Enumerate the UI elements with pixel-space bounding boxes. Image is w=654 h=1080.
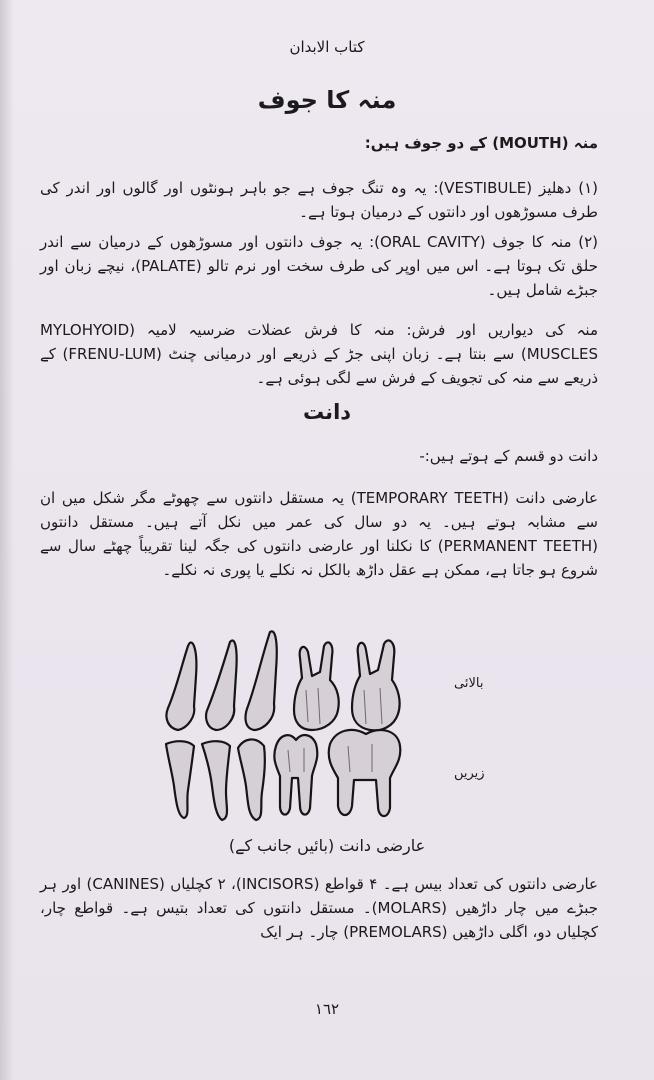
- upper-lateral-incisor: [206, 640, 237, 730]
- page-number: ١٦٢: [314, 1000, 340, 1018]
- lower-second-molar: [329, 730, 401, 816]
- teeth-section-title: دانت: [302, 400, 352, 424]
- temporary-teeth-illustration: [158, 626, 410, 824]
- teeth-count-paragraph: عارضی دانتوں کی تعداد بیس ہے۔ ۴ قواطع (INCISORS)، ۲ کچلیاں (CANINES) اور ہر جبڑے میں چار داڑھیں (MOLARS)۔ مستقل دانتوں کی تعداد بتیس ہے۔ قواطع چار، کچلیاں دو، اگلی داڑھیں (PREMOLARS) چار۔ ہر ایک: [40, 875, 598, 941]
- vestibule-paragraph: (١) دھلیز (VESTIBULE): یہ وہ تنگ جوف ہے جو باہر ہونٹوں اور گالوں اور اندر کی طرف مسوڑھوں اور دانتوں کے درمیان ہوتا ہے۔: [40, 179, 598, 221]
- upper-teeth-label: بالائی: [454, 676, 484, 691]
- mouth-walls-paragraph: منہ کی دیواریں اور فرش: منہ کا فرش عضلات ضرسیہ لامیہ (MYLOHYOID MUSCLES) سے بنتا ہے۔ زبان اپنی جڑ کے ذریعے اور درمیانی چنٹ (FRENU-LUM) کے ذریعے سے منہ کی تجویف کے فرش سے لگی ہوئی ہے۔: [40, 321, 598, 387]
- lower-first-molar: [274, 735, 317, 815]
- running-title: کتاب الابدان: [289, 38, 365, 56]
- lower-canine: [238, 739, 265, 820]
- temporary-teeth-paragraph: عارضی دانت (TEMPORARY TEETH) یہ مستقل دانتوں سے چھوٹے مگر شکل میں ان سے مشابہ ہوتے ہیں۔ یہ دو سال کی عمر میں نکل آتے ہیں۔ مستقل دانتوں (PERMANENT TEETH) کا نکلنا اور عارضی دانتوں کی جگہ لینا تقریباً چھٹے سال سے شروع ہو جاتا ہے، ممکن ہے عقل داڑھ بالکل نہ نکلے یا پوری نہ نکلے۔: [40, 489, 598, 579]
- figure-caption: عارضی دانت (بائیں جانب کے): [228, 836, 426, 855]
- lower-teeth-label: زیریں: [454, 766, 485, 781]
- lower-central-incisor: [166, 741, 194, 818]
- upper-second-molar: [352, 640, 400, 730]
- upper-first-molar: [294, 642, 339, 730]
- upper-canine: [246, 631, 277, 730]
- oral-cavity-paragraph: (٢) منہ کا جوف (ORAL CAVITY): یہ جوف دانتوں اور مسوڑھوں کے درمیان سے اندر حلق تک ہوتا ہے۔ اس میں اوپر کی طرف سخت اور نرم تالو (PALATE)، نیچے زبان اور جبڑے شامل ہیں۔: [40, 233, 598, 299]
- chapter-title: منہ کا جوف: [257, 86, 397, 114]
- upper-central-incisor: [166, 643, 196, 730]
- teeth-intro: دانت دو قسم کے ہوتے ہیں:-: [419, 447, 598, 465]
- lower-lateral-incisor: [202, 741, 230, 820]
- mouth-intro: منہ (MOUTH) کے دو جوف ہیں:: [364, 134, 598, 152]
- page-binding-shadow: [0, 0, 14, 1080]
